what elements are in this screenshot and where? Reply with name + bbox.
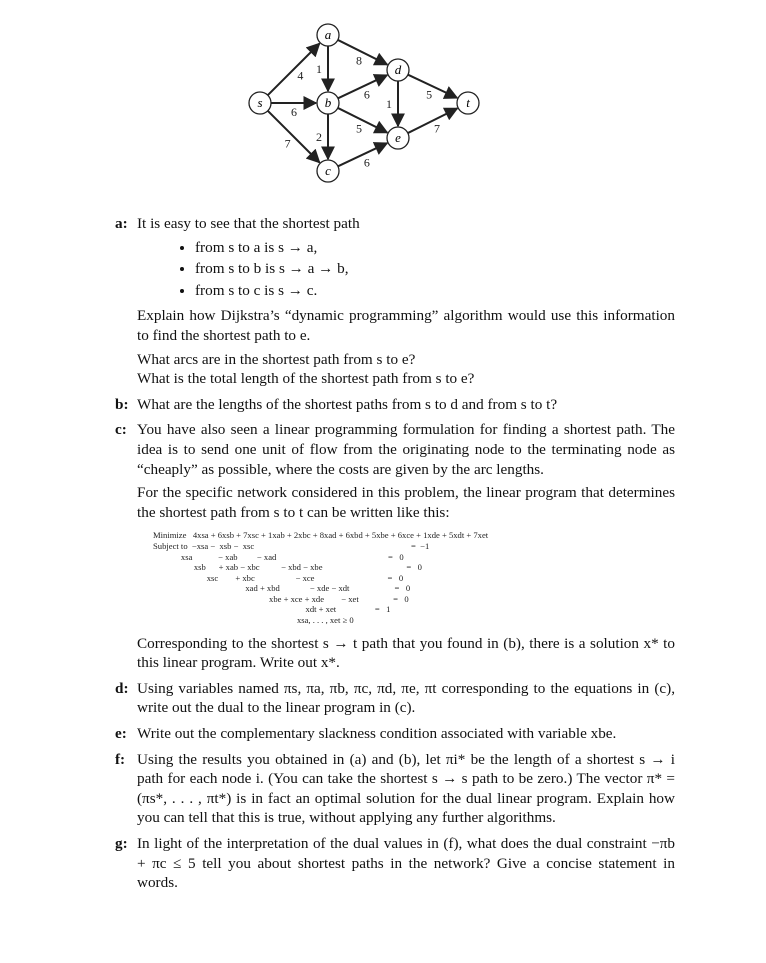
question-label: f: — [115, 750, 126, 768]
question-label: b: — [115, 395, 129, 413]
question-a-paragraph: Explain how Dijkstra’s “dynamic programming” algorithm would use this information to find the shortest path to e. — [137, 307, 675, 344]
edge-weight-label: 5 — [426, 87, 433, 102]
edge-weight-label: 6 — [363, 155, 370, 170]
shortest-path-list — [137, 238, 675, 301]
question-c — [115, 420, 675, 673]
edge-weight-label: 8 — [355, 53, 362, 68]
node-label: s — [257, 95, 263, 110]
edge-weight-label: 6 — [363, 87, 370, 102]
edge-weight-label: 7 — [434, 121, 441, 136]
question-a-intro: It is easy to see that the shortest path — [137, 215, 360, 232]
node-c — [317, 160, 339, 182]
node-t — [457, 92, 479, 114]
question-d-text: Using variables named πs, πa, πb, πc, πd, πe, πt corresponding to the equations in (c), write out the dual to the linear program in (c). — [137, 679, 675, 717]
edge-weight-label: 1 — [386, 97, 392, 111]
edge-b-c — [316, 114, 328, 159]
question-f — [115, 750, 675, 828]
question-label: c: — [115, 421, 127, 439]
node-s — [249, 92, 271, 114]
edge-weight-label: 7 — [284, 136, 291, 151]
network-graph — [240, 18, 500, 188]
edge-d-t — [408, 75, 457, 102]
edge-b-d — [338, 75, 387, 102]
edge-weight-label: 6 — [291, 105, 297, 119]
node-d — [387, 59, 409, 81]
question-a — [115, 214, 675, 389]
question-c-paragraph-1: You have also seen a linear programming formulation for finding a shortest path. The idea is to send one unit of flow from the originating node to the terminating node as “cheaply” as possible, where the costs are given by the arc lengths. — [137, 421, 675, 478]
edge-weight-label: 5 — [355, 121, 362, 136]
question-b-text: What are the lengths of the shortest paths from s to d and from s to t? — [137, 395, 558, 413]
question-d — [115, 679, 675, 718]
question-e — [115, 724, 675, 744]
question-label: a: — [115, 215, 128, 232]
question-c-paragraph-3: Corresponding to the shortest s → t path that you found in (b), there is a solution x* to this linear program. Write out x*. — [137, 634, 675, 672]
problem-text — [115, 214, 675, 899]
question-g — [115, 834, 675, 893]
edge-weight-label: 2 — [316, 130, 322, 144]
edge-e-t — [408, 108, 457, 135]
node-label: c — [325, 163, 331, 178]
edge-s-a — [268, 43, 320, 95]
edge-b-e — [338, 108, 387, 136]
edge-a-b — [316, 46, 328, 91]
list-item: • from s to c is s → c. — [195, 281, 675, 301]
node-label: e — [395, 130, 401, 145]
question-e-text: Write out the complementary slackness condition associated with variable xbe. — [137, 725, 617, 743]
question-f-text: Using the results you obtained in (a) and (b), let πi* be the length of a shortest s → i path for each node i. (You can take the shortest s → s path to be zero.) The vector π* = (πs*, . . . , πt*) is in fact an optimal solution for the dual linear program. Explain how you can tell that this is true, without applying any further algorithms. — [137, 750, 675, 827]
question-b — [115, 395, 675, 415]
node-a — [317, 24, 339, 46]
linear-program: Minimize 4xsa + 6xsb + 7xsc + 1xab + 2xbc + 8xad + 6xbd + 5xbe + 6xce + 1xde + 5xdt + 7xet Subject to −xsa − xsb − xsc = −1 xsa − xab − xad = 0 xsb + xab − xbc − xbd − xbe = 0 xsc + xbc − xce = 0 xad + xbd − xde − xdt = 0 xbe + xce + xde − xet = 0 xdt + xet = 1 xsa, . . . , xet ≥ 0 — [153, 530, 489, 626]
list-item: • from s to b is s → a → b, — [195, 259, 675, 279]
edge-s-b — [271, 103, 316, 119]
question-label: d: — [115, 679, 129, 697]
node-label: t — [466, 95, 470, 110]
edge-c-e — [338, 143, 387, 170]
list-item: • from s to a is s → a, — [195, 238, 675, 258]
edge-a-d — [338, 40, 387, 68]
question-a-length: What is the total length of the shortest path from s to e? — [137, 370, 475, 388]
question-a-arcs: What arcs are in the shortest path from s to e? — [137, 350, 416, 368]
question-label: e: — [115, 725, 127, 743]
edge-weight-label: 1 — [316, 62, 322, 76]
question-c-paragraph-2: For the specific network considered in this problem, the linear program that determines the shortest path from s to t can be written like this: — [137, 484, 675, 521]
node-label: a — [324, 27, 332, 42]
node-e — [387, 127, 409, 149]
question-g-text: In light of the interpretation of the dual values in (f), what does the dual constraint −πb + πc ≤ 5 tell you about shortest paths in the network? Give a concise statement in words. — [137, 835, 675, 892]
edge-weight-label: 4 — [297, 68, 304, 83]
question-label: g: — [115, 835, 128, 852]
edge-d-e — [386, 81, 398, 126]
node-label: b — [324, 95, 332, 110]
node-b — [317, 92, 339, 114]
node-label: d — [394, 62, 402, 77]
